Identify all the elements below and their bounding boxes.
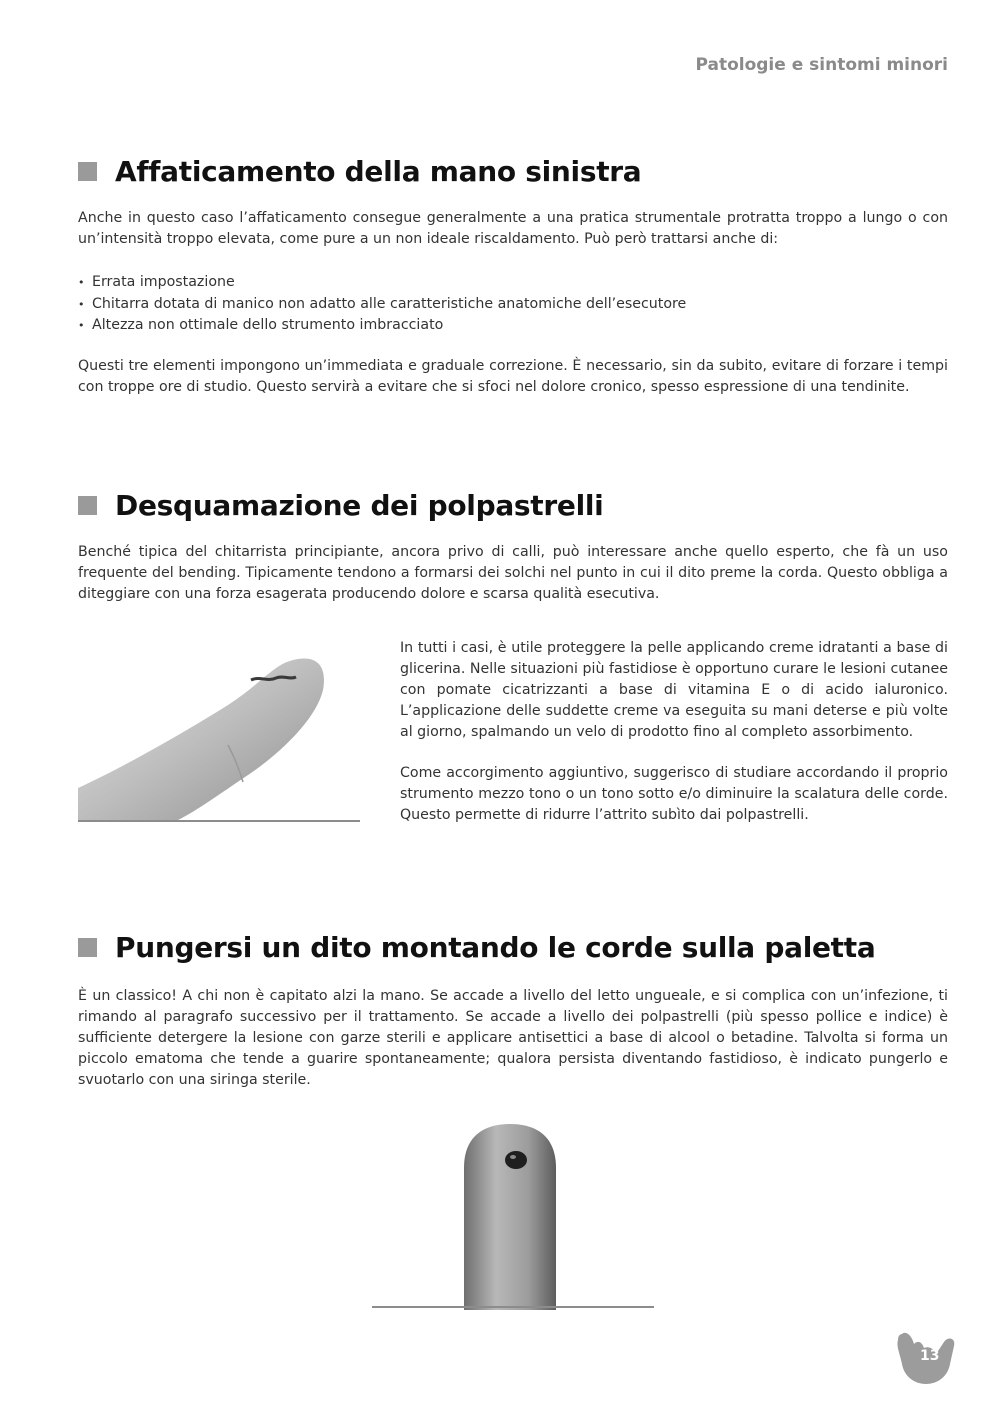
page-number: 13: [920, 1348, 940, 1364]
paragraph-side-1: In tutti i casi, è utile proteggere la pelle applicando creme idratanti a base di glicerina. Nelle situazioni più fastidiose è opportuno curare le lesioni cutanee con pomate cicatrizzanti a base di vitamina E o di acido ialuronico. L’applicazione delle suddette creme va eseguita su mani deterse e più volte al giorno, spalmando un velo di prodotto fino al completo assorbimento.: [400, 640, 948, 740]
finger-photo-desquamation: [78, 650, 360, 820]
heading-square-icon: [78, 938, 97, 957]
paragraph-intro: Anche in questo caso l’affaticamento consegue generalmente a una pratica strumentale protratta troppo a lungo o con un’intensità troppo elevata, come pure a un non ideale riscaldamento. Può però trattarsi anche di:: [78, 210, 948, 247]
finger-photo-drop: [372, 1118, 654, 1310]
section-heading-desquamazione: [78, 489, 603, 522]
photo-baseline: [78, 820, 360, 822]
photo-baseline: [372, 1306, 654, 1308]
paragraph-side-2: Come accorgimento aggiuntivo, suggerisco di studiare accordando il proprio strumento mezzo tono o un tono sotto e/o diminuire la scalatura delle corde. Questo permette di ridurre l’attrito subìto dai polpastrelli.: [400, 765, 948, 823]
paragraph-intro: È un classico! A chi non è capitato alzi la mano. Se accade a livello del letto ungueale, e si complica con un’infezione, ti rimando al paragrafo successivo per il trattamento. Se accade a livello dei polpastrelli (più spesso pollice e indice) è sufficiente detergere la lesione con garze sterili e applicare antisettici a base di alcool o betadine. Talvolta si forma un piccolo ematoma che tende a guarire spontaneamente; qualora persista diventando fastidioso, è indicato pungerlo e svuotarlo con una siringa sterile.: [78, 988, 948, 1088]
list-item: • Altezza non ottimale dello strumento imbracciato: [78, 315, 686, 337]
section-heading-affaticamento: [78, 155, 641, 188]
bullet-list: [78, 272, 686, 337]
heading-square-icon: [78, 162, 97, 181]
running-header: Patologie e sintomi minori: [695, 55, 948, 75]
section-title: Affaticamento della mano sinistra: [115, 155, 642, 188]
heading-square-icon: [78, 496, 97, 515]
section-title: Pungersi un dito montando le corde sulla paletta: [115, 931, 876, 964]
list-item: • Chitarra dotata di manico non adatto alle caratteristiche anatomiche dell’esecutore: [78, 294, 686, 316]
paragraph-closing: Questi tre elementi impongono un’immediata e graduale correzione. È necessario, sin da subito, evitare di forzare i tempi con troppe ore di studio. Questo servirà a evitare che si sfoci nel dolore cronico, spesso espressione di una tendinite.: [78, 358, 948, 395]
list-item: • Errata impostazione: [78, 272, 686, 294]
section-title: Desquamazione dei polpastrelli: [115, 489, 604, 522]
page-number-badge: [892, 1324, 964, 1386]
section-heading-pungersi: [78, 931, 875, 964]
paragraph-intro: Benché tipica del chitarrista principiante, ancora privo di calli, può interessare anche quello esperto, che fà un uso frequente del bending. Tipicamente tendono a formarsi dei solchi nel punto in cui il dito preme la corda. Questo obbliga a diteggiare con una forza esagerata producendo dolore e scarsa qualità esecutiva.: [78, 544, 948, 602]
